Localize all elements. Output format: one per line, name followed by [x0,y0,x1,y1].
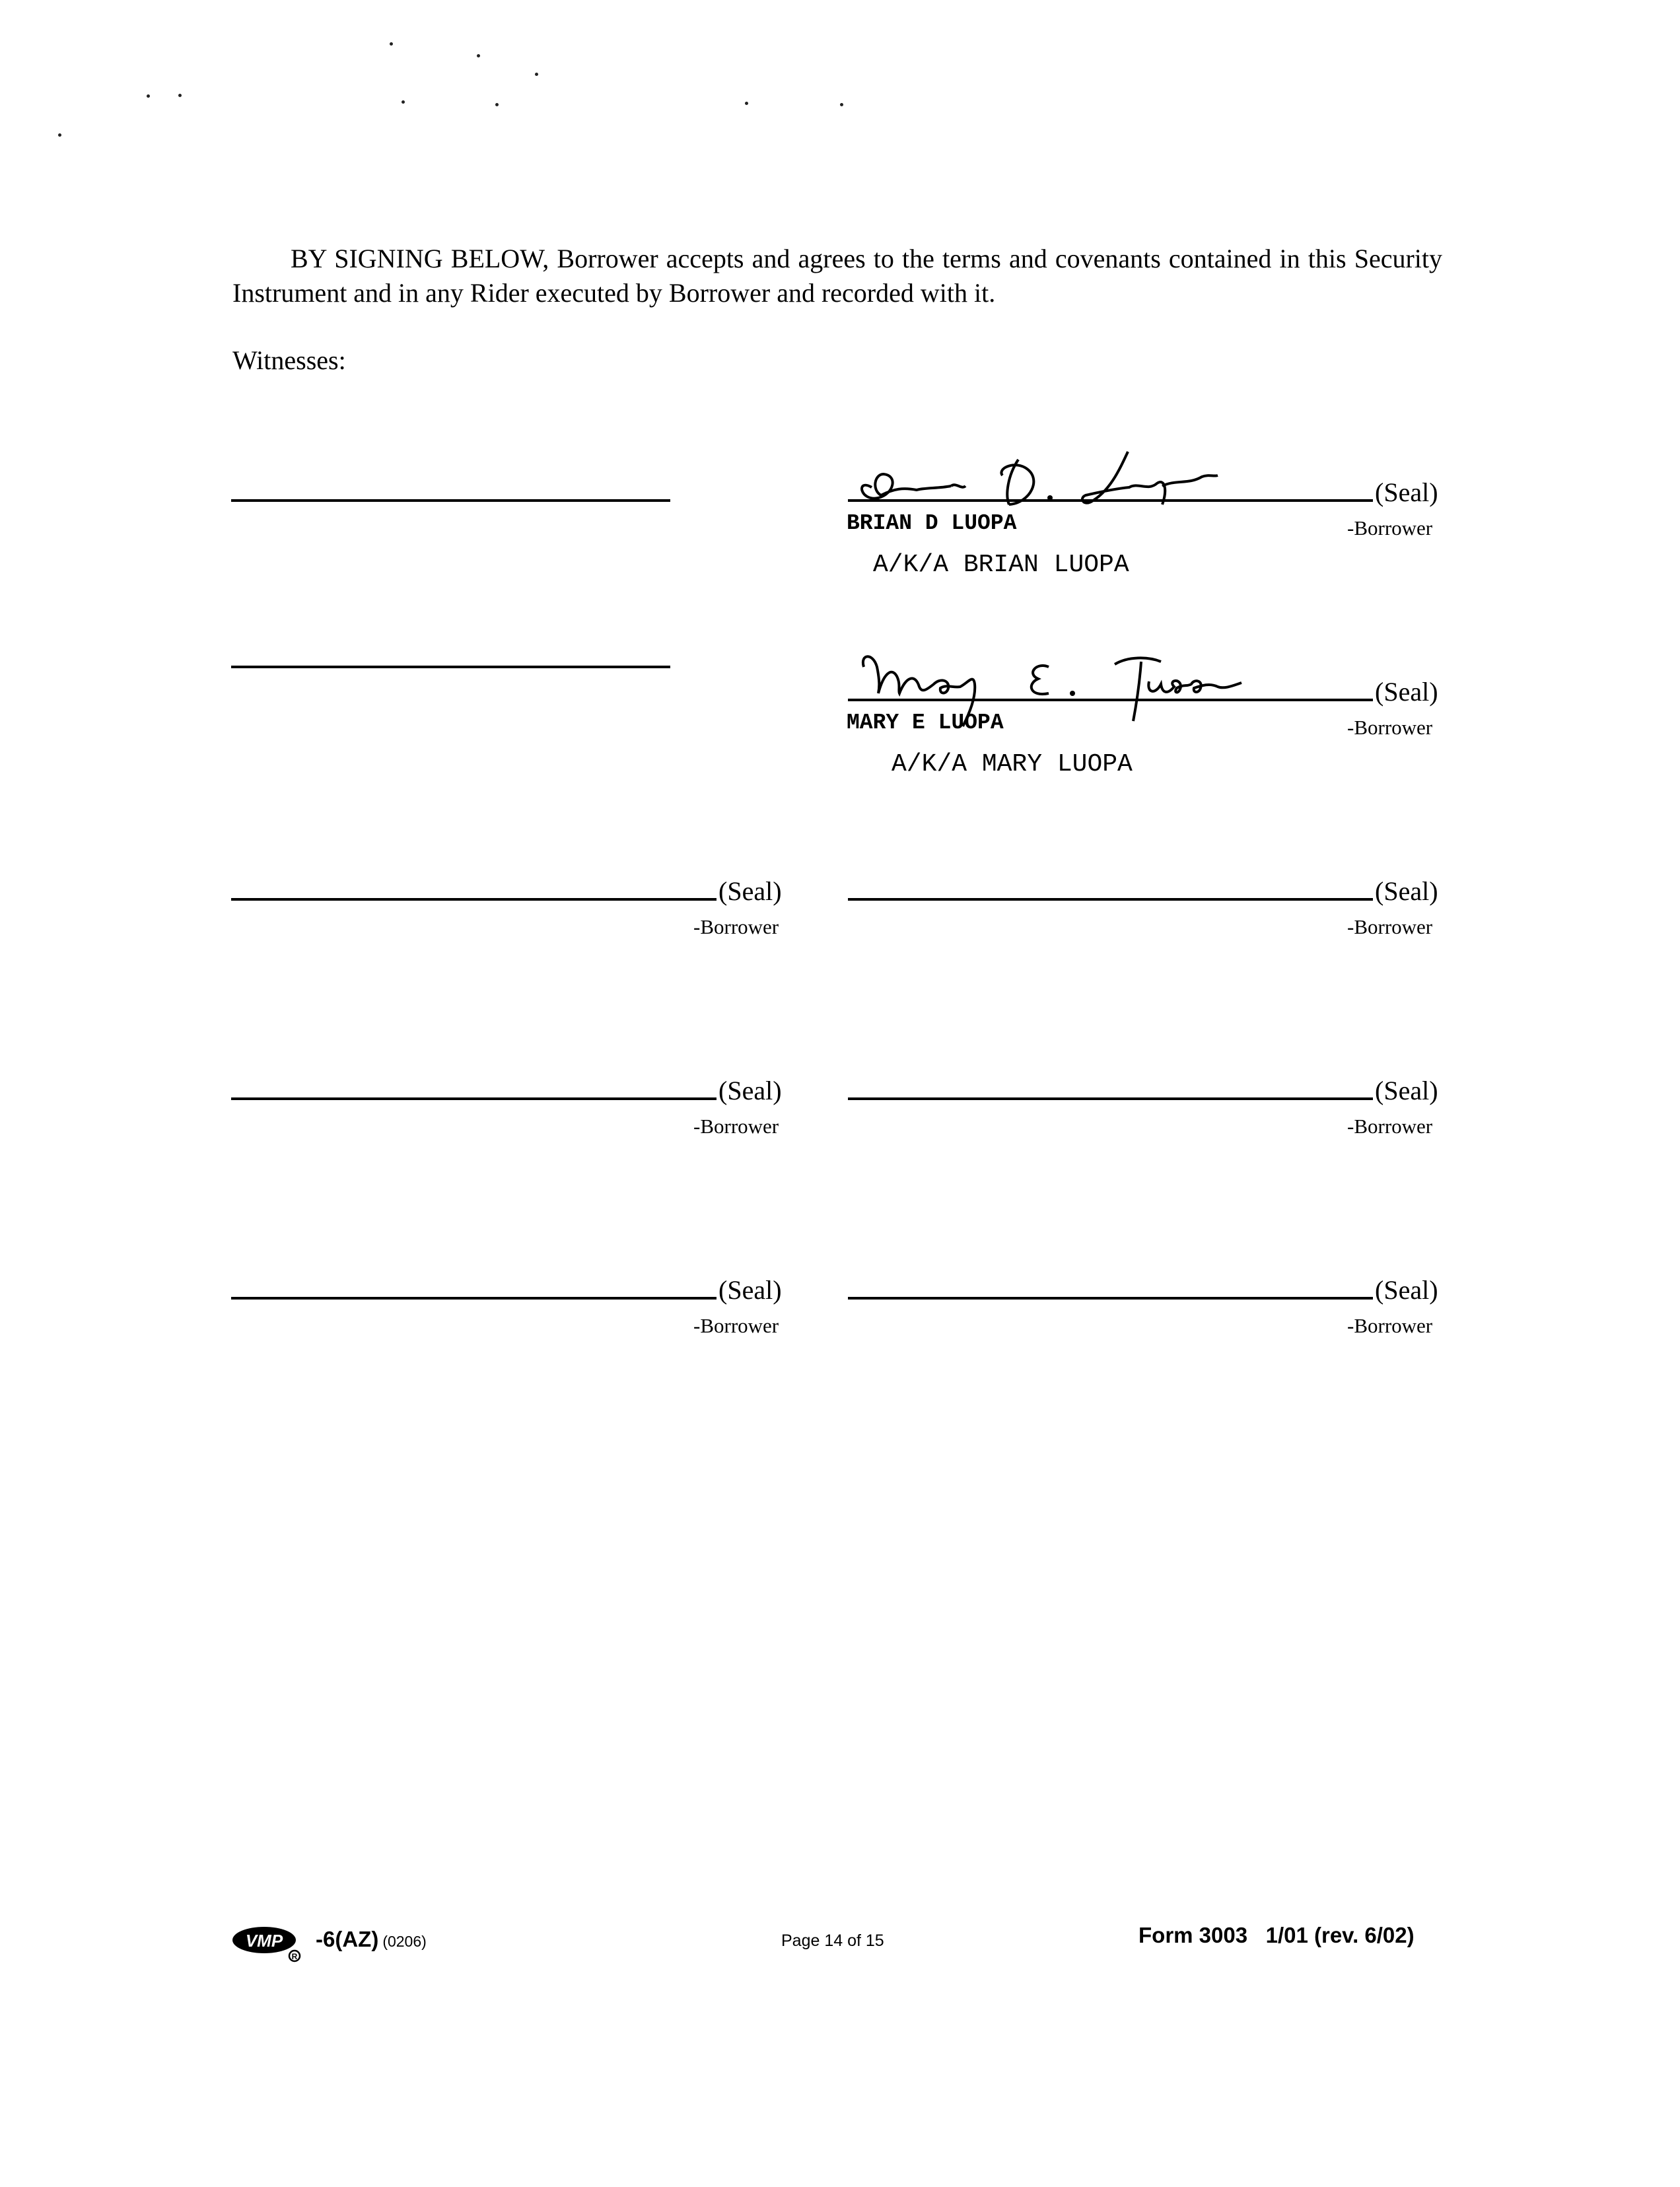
scan-speck [58,133,61,137]
witness-line-2 [231,666,670,668]
witness-line-1 [231,499,670,502]
scan-speck [390,42,393,46]
borrower-label: -Borrower [1347,1115,1433,1138]
blank-signature-line [848,1297,1373,1300]
blank-signature-line [848,1097,1373,1100]
form-number: Form 3003 1/01 (rev. 6/02) [1138,1923,1415,1947]
signature-line-1 [848,499,1373,502]
scan-speck [745,102,748,105]
borrower-label: -Borrower [693,915,779,938]
svg-text:VMP: VMP [245,1931,283,1951]
signer-1-name: BRIAN D LUOPA [847,511,1017,536]
agreement-text: BY SIGNING BELOW, Borrower accepts and agrees to the terms and covenants contained in this Security Instrument and in any Rider executed by Borrower and recorded with it. [232,244,1442,308]
scan-speck [147,94,150,98]
svg-text:R: R [291,1952,298,1961]
seal-label: (Seal) [1375,1076,1438,1105]
seal-label: (Seal) [1375,1275,1438,1305]
seal-label: (Seal) [1375,876,1438,906]
page-number: Page 14 of 15 [781,1931,884,1950]
form-code-main: -6(AZ) [316,1927,379,1951]
scan-speck [178,94,182,97]
seal-label: (Seal) [718,1076,782,1105]
signer-2-name: MARY E LUOPA [847,711,1004,735]
scan-speck [840,103,843,106]
blank-signature-line [231,898,717,901]
borrower-label: -Borrower [1347,915,1433,938]
blank-signature-line [848,898,1373,901]
borrower-label: -Borrower [1347,516,1433,539]
seal-label: (Seal) [1375,677,1438,707]
signature-line-2 [848,699,1373,701]
signer-2-aka: A/K/A MARY LUOPA [892,750,1133,779]
borrower-label: -Borrower [693,1314,779,1337]
scan-speck [535,73,538,76]
blank-signature-line [231,1097,717,1100]
seal-label: (Seal) [718,1275,782,1305]
scan-speck [477,54,480,57]
borrower-label: -Borrower [1347,1314,1433,1337]
witnesses-label: Witnesses: [232,345,346,375]
vmp-logo-icon [231,1923,317,1964]
blank-signature-line [231,1297,717,1300]
scan-speck [402,100,405,104]
seal-label: (Seal) [718,876,782,906]
form-code [316,1927,427,1952]
agreement-paragraph [232,242,1442,310]
form-code-revision: (0206) [382,1933,427,1950]
seal-label: (Seal) [1375,477,1438,507]
borrower-label: -Borrower [693,1115,779,1138]
borrower-label: -Borrower [1347,716,1433,739]
signer-1-aka: A/K/A BRIAN LUOPA [873,551,1129,579]
scan-speck [495,103,499,106]
